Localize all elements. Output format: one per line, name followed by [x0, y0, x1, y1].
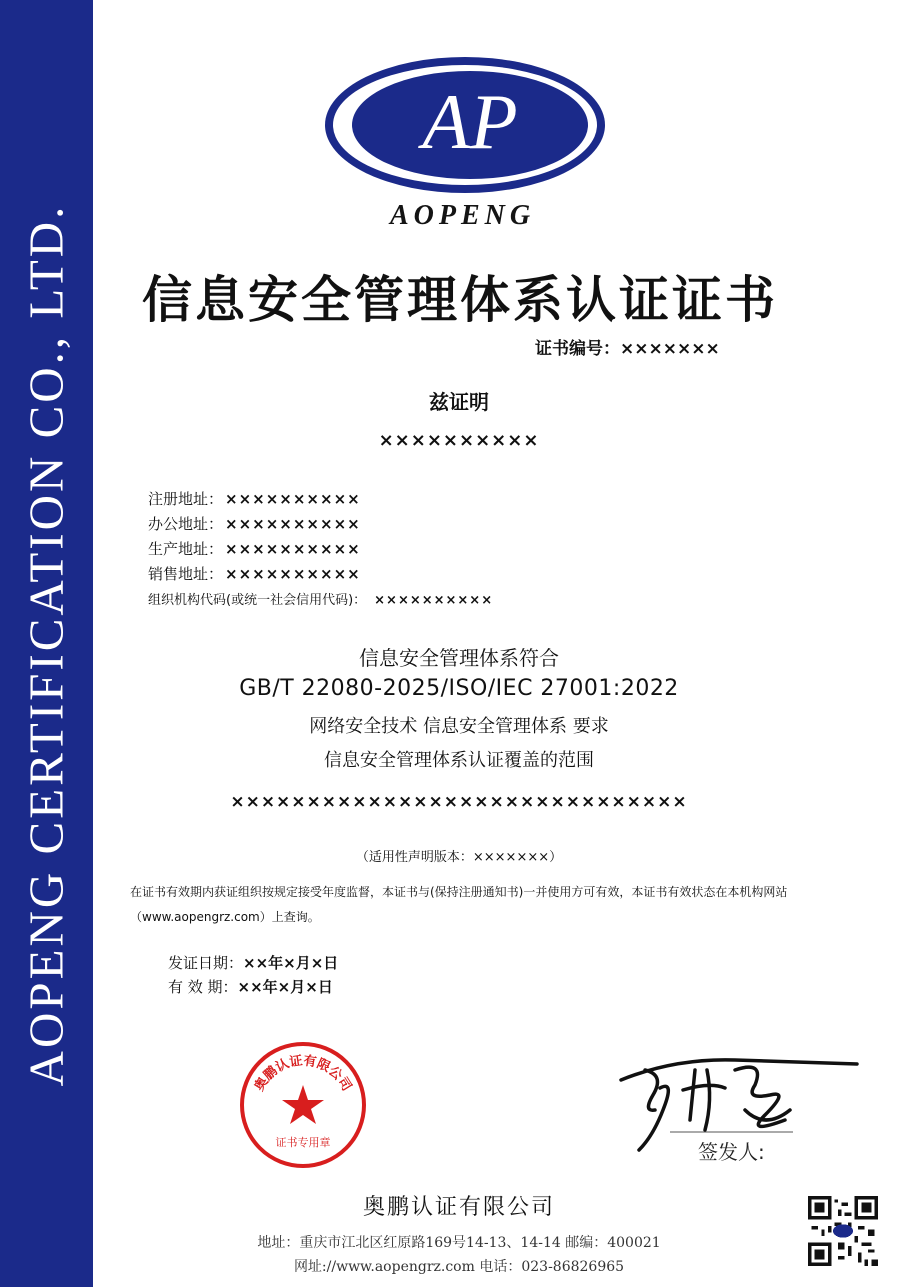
signer-label: 签发人:: [698, 1140, 765, 1164]
address-value: ××××××××××: [225, 565, 361, 583]
address-label: 生产地址：: [148, 540, 224, 558]
issue-date-label: 发证日期：: [168, 954, 244, 972]
company-name: 奥鹏认证有限公司: [362, 1195, 555, 1220]
registered-address: [148, 488, 361, 509]
valid-date-label: 有 效 期：: [168, 978, 238, 996]
standard-intro: 信息安全管理体系符合: [359, 646, 559, 670]
qr-code-icon: [808, 1196, 878, 1266]
organization-name: ××××××××××: [378, 430, 540, 451]
organization-code: [148, 589, 493, 608]
address-label: 注册地址：: [148, 490, 224, 508]
certificate-number: [535, 334, 720, 359]
sales-address: [148, 563, 361, 584]
side-banner-text: AOPENG CERTIFICATION CO., LTD.: [18, 203, 74, 1087]
standard-name: 网络安全技术 信息安全管理体系 要求: [309, 716, 609, 737]
certificate-title: 信息安全管理体系认证证书: [142, 270, 778, 329]
standard-code: GB/T 22080-2025/ISO/IEC 27001:2022: [239, 676, 679, 701]
issue-date-value: ××年×月×日: [243, 954, 339, 972]
address-label: 组织机构代码(或统一社会信用代码)：: [148, 593, 367, 608]
address-label: 销售地址：: [148, 565, 224, 583]
logo-wordmark: AOPENG: [389, 200, 536, 231]
certificate-number-value: ×××××××: [620, 339, 720, 359]
address-value: ××××××××××: [225, 490, 361, 508]
footer-address: 地址：重庆市江北区红原路169号14-13、14-14 邮编：400021: [257, 1235, 661, 1251]
seal-bottom-text: 证书专用章: [275, 1136, 331, 1149]
logo-letters: AP: [422, 78, 518, 165]
address-value: ××××××××××: [225, 515, 361, 533]
scope-heading: 信息安全管理体系认证覆盖的范围: [324, 750, 594, 771]
certify-heading: 兹证明: [429, 390, 489, 414]
valid-date-value: ××年×月×日: [237, 978, 333, 996]
address-value: ××××××××××: [374, 593, 494, 608]
scope-value: ××××××××××××××××××××××××××××××: [230, 792, 688, 812]
office-address: [148, 513, 361, 534]
aopeng-logo-icon: [320, 53, 610, 203]
validity-notice: 在证书有效期内获证组织按规定接受年度监督，本证书与(保持注册通知书)一并使用方可有效，本证书有效状态在本机构网站（www.aopengrz.com）上查询。: [130, 885, 788, 924]
valid-date: [168, 976, 333, 997]
production-address: [148, 538, 361, 559]
footer-website-phone: 网址://www.aopengrz.com 电话：023-86826965: [293, 1259, 625, 1275]
seal-top-text: 奥鹏认证有限公司: [252, 1053, 354, 1094]
issue-date: [168, 952, 338, 973]
applicability-version: （适用性声明版本：×××××××）: [355, 850, 563, 865]
company-seal-icon: [238, 1040, 368, 1170]
address-value: ××××××××××: [225, 540, 361, 558]
address-label: 办公地址：: [148, 515, 224, 533]
certificate-number-label: 证书编号：: [535, 339, 620, 359]
